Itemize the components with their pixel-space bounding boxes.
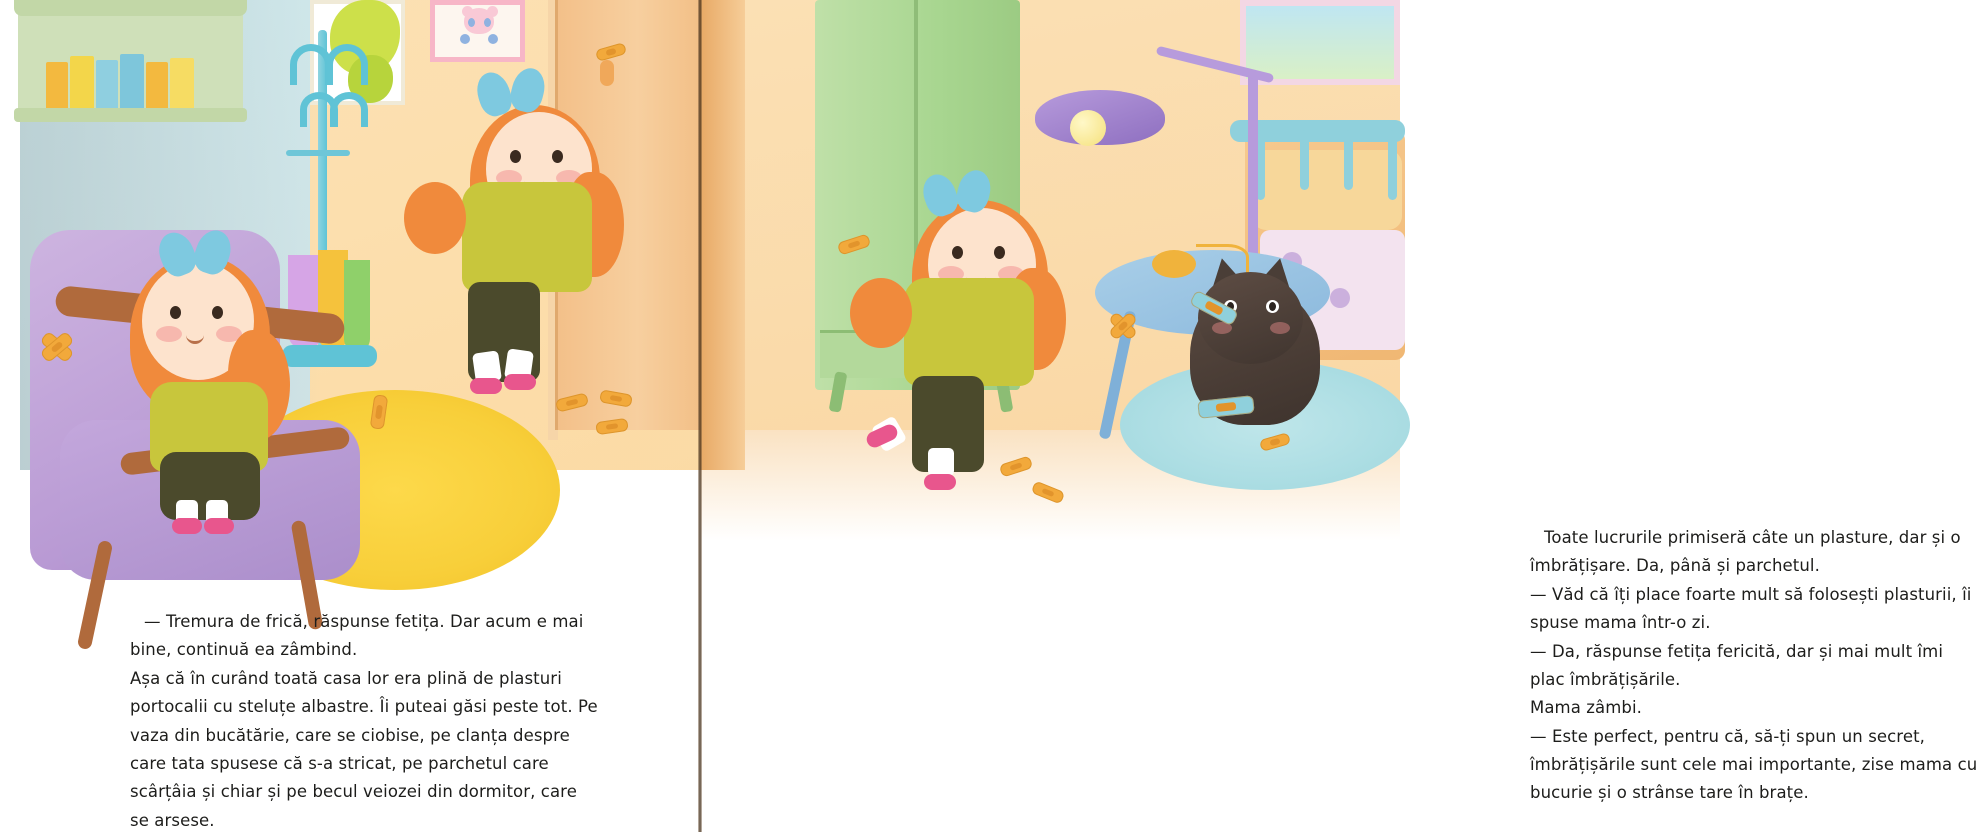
bookshelf-board (14, 108, 247, 122)
door-knob-icon (600, 60, 614, 86)
umbrella-green (344, 260, 370, 352)
girl2-shirt (462, 182, 592, 292)
mouse-toy-icon (1152, 250, 1196, 278)
light-bulb-icon (1070, 110, 1106, 146)
right-paragraph-3: — Da, răspunse fetița fericită, dar și mai mult îmi plac îmbrățișările. (1530, 641, 1944, 689)
bookshelf-top (14, 0, 247, 16)
right-page-text (1530, 524, 1980, 808)
girl3-eye (952, 246, 963, 259)
book (146, 62, 168, 110)
girl3-hair-side (850, 278, 912, 348)
girl-shoe (172, 518, 202, 534)
girl-blush (156, 326, 182, 342)
right-paragraph-5: — Este perfect, pentru că, să-ți spun un secret, îmbrățișările sunt cele mai importante, zise mama cu bucurie și o strânse tare în brațe. (1530, 726, 1978, 803)
coat-rack-hook-icon (330, 92, 368, 127)
pig-foot-icon (488, 34, 498, 44)
right-paragraph-2: — Văd că îți place foarte mult să folosești plasturii, îi spuse mama într-o zi. (1530, 584, 1972, 633)
book (120, 54, 144, 110)
girl3-shirt (904, 278, 1034, 386)
girl3-shoe (924, 474, 956, 490)
girl-eye (212, 306, 223, 319)
bed-bar (1300, 130, 1309, 190)
umbrella-stand (282, 345, 377, 367)
girl2-hair-side (404, 182, 466, 254)
bed-bar (1344, 130, 1353, 190)
girl3-eye (994, 246, 1005, 259)
book (96, 60, 118, 110)
girl-eye (170, 306, 181, 319)
book (46, 62, 68, 110)
right-page (700, 0, 1978, 832)
pig-eye-icon (468, 18, 475, 27)
left-page (0, 0, 700, 832)
bed-bar (1388, 130, 1397, 200)
left-paragraph-2: Așa că în curând toată casa lor era plină de plasturi portocalii cu steluțe albastre. Îi puteai găsi peste tot. Pe vaza din bucătărie, care se ciobise, pe clanța despre care tata spusese că s-a stricat, pe parchetul care scârțâia și chiar și pe becul veiozei din dormitor, care se arsese. (130, 668, 598, 830)
cat-pupil (1269, 302, 1276, 311)
lamp-post (1248, 70, 1258, 260)
right-paragraph-4: Mama zâmbi. (1530, 698, 1643, 718)
blanket-flower (1330, 288, 1350, 308)
coat-rack-crossbar (286, 150, 350, 156)
pig-foot-icon (460, 34, 470, 44)
girl2-shoe (470, 378, 502, 394)
page-curl-edge (700, 0, 745, 470)
right-paragraph-1: Toate lucrurile primiseră câte un plasture, dar și o îmbrățișare. Da, până și parchetul. (1530, 528, 1961, 576)
girl2-shoe (504, 374, 536, 390)
book (170, 58, 194, 110)
pillow (1252, 150, 1402, 230)
girl2-eye (510, 150, 521, 163)
cat-cheek (1270, 322, 1290, 334)
book (70, 56, 94, 110)
cat-head (1198, 272, 1303, 364)
coat-rack-hook-icon (326, 44, 368, 85)
book-gutter (698, 0, 702, 832)
left-page-text (130, 608, 600, 835)
girl3-sock (928, 448, 954, 476)
pig-eye-icon (484, 18, 491, 27)
left-paragraph-1: — Tremura de frică, răspunse fetița. Dar acum e mai bine, continuă ea zâmbind. (130, 612, 584, 660)
girl2-eye (552, 150, 563, 163)
girl-shoe (204, 518, 234, 534)
